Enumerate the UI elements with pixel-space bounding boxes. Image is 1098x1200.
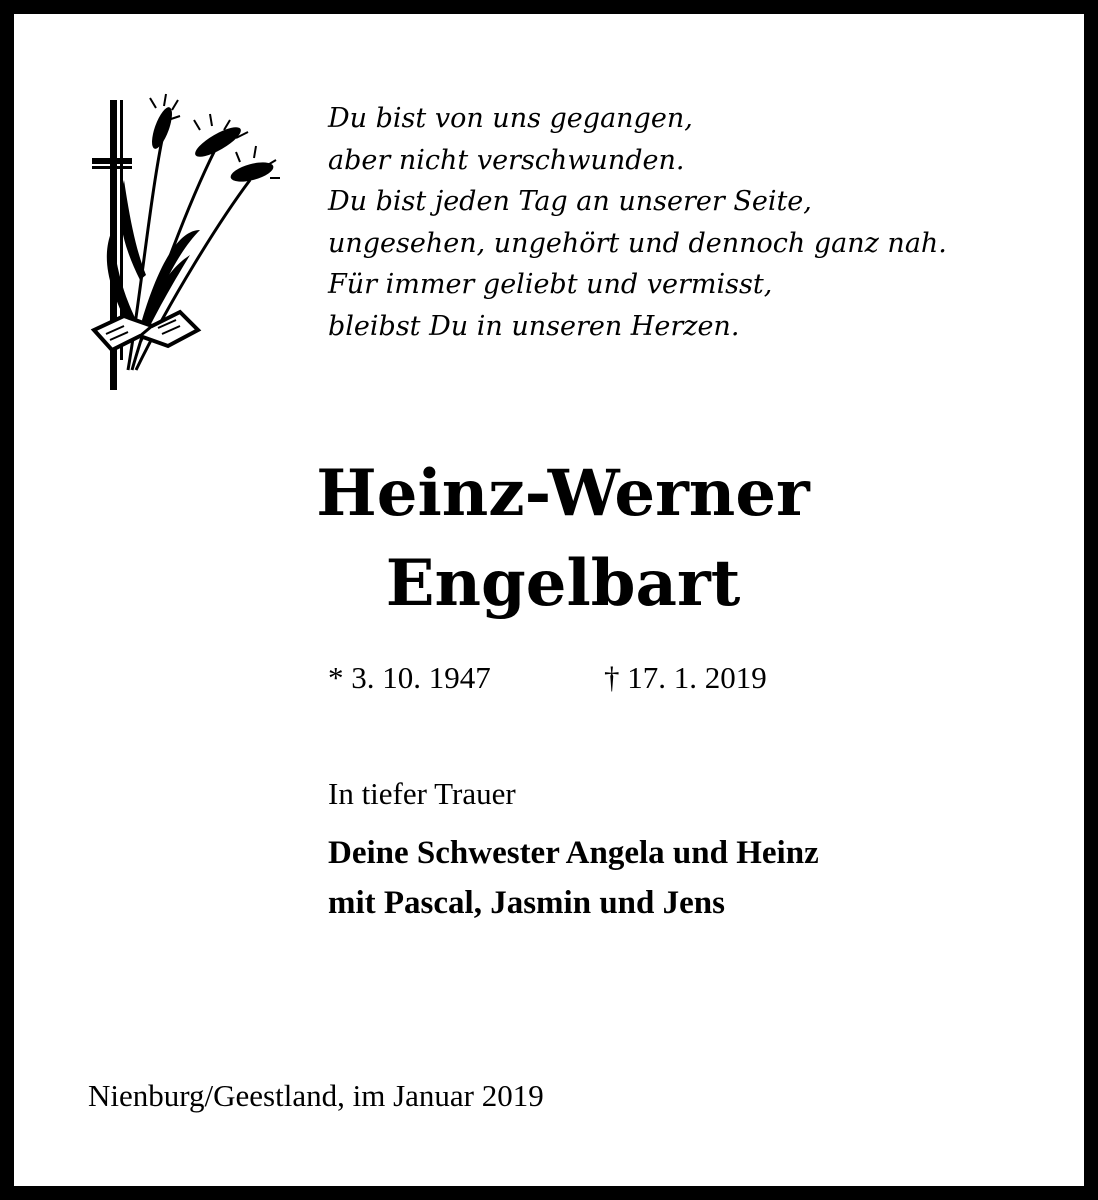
poem-line: ungesehen, ungehört und dennoch ganz nah. bbox=[328, 227, 947, 259]
birth-date: * 3. 10. 1947 bbox=[328, 660, 491, 695]
mourners-line: mit Pascal, Jasmin und Jens bbox=[328, 885, 725, 921]
poem-line: Du bist jeden Tag an unserer Seite, bbox=[328, 186, 812, 217]
mourners-line: Deine Schwester Angela und Heinz bbox=[328, 835, 819, 871]
deceased-first-name: Heinz-Werner bbox=[316, 456, 810, 531]
mourners-list bbox=[328, 828, 819, 928]
poem-line: Für immer geliebt und vermisst, bbox=[328, 269, 773, 300]
memorial-poem bbox=[328, 98, 947, 347]
poem-line: bleibst Du in unseren Herzen. bbox=[328, 310, 740, 342]
death-date: † 17. 1. 2019 bbox=[604, 660, 767, 695]
poem-line: Du bist von uns gegangen, bbox=[328, 103, 693, 134]
place-and-date: Nienburg/Geestland, im Januar 2019 bbox=[88, 1078, 544, 1113]
poem-line: aber nicht verschwunden. bbox=[328, 144, 685, 176]
cross-wheat-bible-icon bbox=[80, 80, 290, 400]
deceased-last-name: Engelbart bbox=[385, 546, 741, 621]
mourning-intro: In tiefer Trauer bbox=[328, 776, 516, 811]
